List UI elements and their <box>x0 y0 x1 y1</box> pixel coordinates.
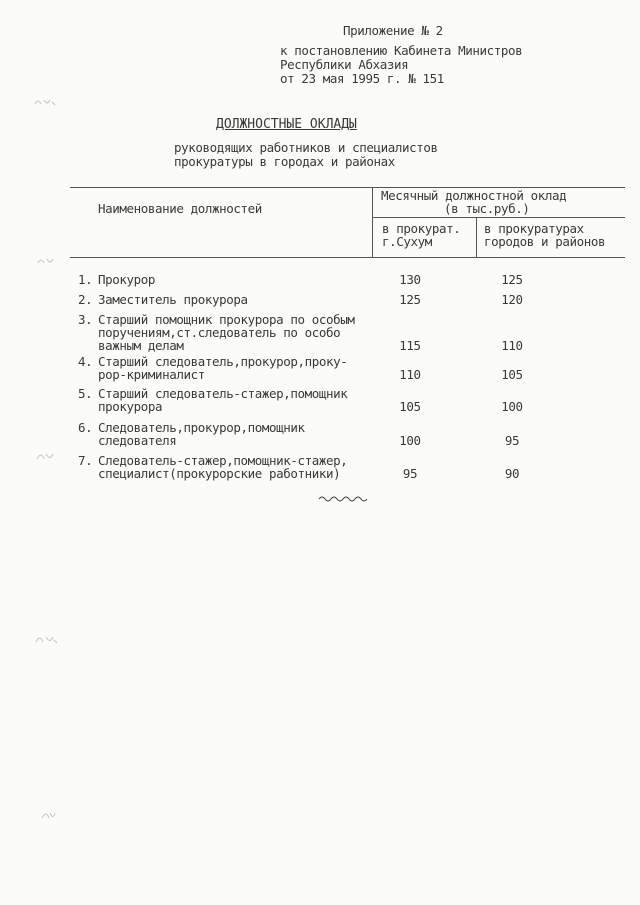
row-number: 4. <box>78 354 93 369</box>
row-number: 6. <box>78 420 93 435</box>
decree-line-2: Республики Абхазия <box>280 57 409 72</box>
subcolumn-divider <box>476 217 477 257</box>
margin-mark-icon <box>36 255 56 267</box>
closing-flourish-icon <box>318 494 368 502</box>
table-column-divider <box>372 187 373 257</box>
col-header-salary-unit: (в тыс.руб.) <box>444 201 530 216</box>
table-header-bottom-rule <box>70 257 625 258</box>
row-salary-regions: 125 <box>501 272 523 287</box>
row-position-line: Следователь-стажер,помощник-стажер, <box>98 453 348 468</box>
row-number: 2. <box>78 292 93 307</box>
document-subtitle-2: прокуратуры в городах и районах <box>174 154 395 169</box>
salary-header-rule <box>372 217 625 218</box>
row-salary-sukhum: 100 <box>399 433 421 448</box>
margin-mark-icon <box>40 808 56 822</box>
col-header-sukhum-1: в прокурат. <box>382 221 461 236</box>
row-position-line: следователя <box>98 433 177 448</box>
row-salary-sukhum: 105 <box>399 399 421 414</box>
row-position-line: важным делам <box>98 338 184 353</box>
row-position-line: прокурора <box>98 399 163 414</box>
col-header-position: Наименование должностей <box>98 201 262 216</box>
appendix-label: Приложение № 2 <box>343 23 443 38</box>
margin-mark-icon <box>33 96 57 108</box>
row-position-line: рор-криминалист <box>98 367 205 382</box>
row-salary-regions: 105 <box>501 367 523 382</box>
document-subtitle-1: руководящих работников и специалистов <box>174 140 438 155</box>
row-salary-regions: 110 <box>501 338 523 353</box>
col-header-sukhum-2: г.Сухум <box>382 234 432 249</box>
row-salary-sukhum: 110 <box>399 367 421 382</box>
decree-line-1: к постановлению Кабинета Министров <box>280 43 523 58</box>
col-header-regions-2: городов и районов <box>484 234 606 249</box>
row-number: 5. <box>78 386 93 401</box>
row-position-line: Старший помощник прокурора по особым <box>98 312 355 327</box>
col-header-regions-1: в прокуратурах <box>484 221 584 236</box>
row-number: 3. <box>78 312 93 327</box>
row-position-line: Старший следователь-стажер,помощник <box>98 386 348 401</box>
row-salary-regions: 120 <box>501 292 523 307</box>
row-salary-sukhum: 125 <box>399 292 421 307</box>
row-salary-regions: 95 <box>504 433 520 448</box>
margin-mark-icon <box>34 632 58 646</box>
row-position-line: Старший следователь,прокурор,проку- <box>98 354 348 369</box>
row-salary-sukhum: 115 <box>399 338 421 353</box>
row-position-line: специалист(прокурорские работники) <box>98 466 341 481</box>
row-position-line: Заместитель прокурора <box>98 292 248 307</box>
row-position-line: Прокурор <box>98 272 156 287</box>
margin-mark-icon <box>35 449 55 463</box>
row-number: 7. <box>78 453 93 468</box>
row-position-line: Следователь,прокурор,помощник <box>98 420 305 435</box>
row-salary-regions: 90 <box>504 466 520 481</box>
col-header-salary: Месячный должностной оклад <box>381 188 567 203</box>
row-position-line: поручениям,ст.следователь по особо <box>98 325 341 340</box>
row-salary-sukhum: 130 <box>399 272 421 287</box>
row-salary-sukhum: 95 <box>402 466 418 481</box>
row-salary-regions: 100 <box>501 399 523 414</box>
document-title: ДОЛЖНОСТНЫЕ ОКЛАДЫ <box>216 117 357 132</box>
row-number: 1. <box>78 272 93 287</box>
decree-line-3: от 23 мая 1995 г. № 151 <box>280 71 444 86</box>
